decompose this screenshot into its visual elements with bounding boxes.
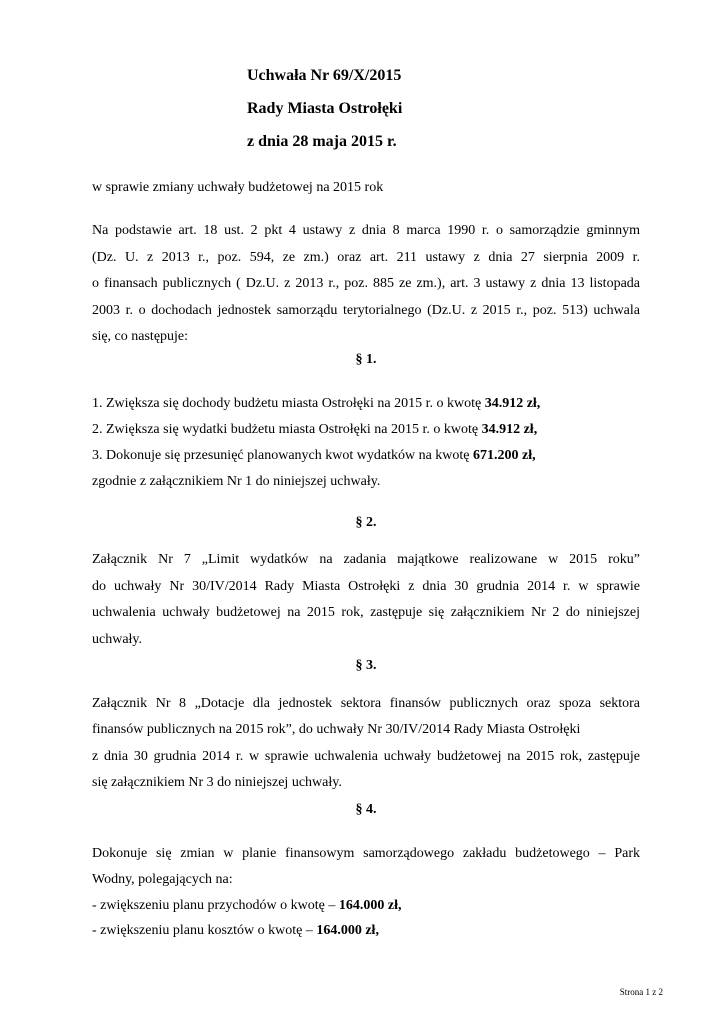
- section-1-item-1: [92, 395, 540, 413]
- section-2-heading: § 2.: [355, 515, 377, 530]
- bullet-text: - zwiększeniu planu przychodów o kwotę –: [92, 898, 339, 913]
- resolution-subject: w sprawie zmiany uchwały budżetowej na 2015 rok: [92, 180, 384, 195]
- section-1-heading: § 1.: [355, 352, 377, 367]
- bullet-text: - zwiększeniu planu kosztów o kwotę –: [92, 923, 317, 938]
- section-4-line: Wodny, polegających na:: [92, 872, 233, 887]
- council-name: Rady Miasta Ostrołęki: [247, 100, 403, 117]
- section-3-heading: § 3.: [355, 658, 377, 673]
- preamble-line: (Dz. U. z 2013 r., poz. 594, ze zm.) oraz art. 211 ustawy z dnia 27 sierpnia 2009 r.: [92, 250, 640, 265]
- item-text: 1. Zwiększa się dochody budżetu miasta Ostrołęki na 2015 r. o kwotę: [92, 396, 485, 411]
- section-3-line: Załącznik Nr 8 „Dotacje dla jednostek sektora finansów publicznych oraz spoza sektora: [92, 696, 640, 711]
- page-number: Strona 1 z 2: [619, 987, 663, 997]
- section-3-line: finansów publicznych na 2015 rok”, do uchwały Nr 30/IV/2014 Rady Miasta Ostrołęki: [92, 722, 581, 737]
- preamble-line: Na podstawie art. 18 ust. 2 pkt 4 ustawy z dnia 8 marca 1990 r. o samorządzie gminnym: [92, 223, 640, 238]
- section-4-bullet-2: [92, 922, 379, 940]
- preamble-line: o finansach publicznych ( Dz.U. z 2013 r., poz. 885 ze zm.), art. 3 ustawy z dnia 13 listopada: [92, 276, 640, 291]
- resolution-date: z dnia 28 maja 2015 r.: [247, 133, 397, 150]
- item-amount: 34.912 zł,: [484, 396, 541, 411]
- bullet-amount: 164.000 zł,: [338, 898, 402, 913]
- bullet-amount: 164.000 zł,: [316, 923, 379, 938]
- item-text: 3. Dokonuje się przesunięć planowanych kwot wydatków na kwotę: [92, 448, 474, 463]
- item-amount: 671.200 zł,: [473, 448, 536, 463]
- item-amount: 34.912 zł,: [481, 422, 538, 437]
- section-4-heading: § 4.: [355, 802, 377, 817]
- section-4-line: Dokonuje się zmian w planie finansowym samorządowego zakładu budżetowego – Park: [92, 846, 640, 861]
- section-3-line: się załącznikiem Nr 3 do niniejszej uchwały.: [92, 775, 342, 790]
- section-2-line: do uchwały Nr 30/IV/2014 Rady Miasta Ostrołęki z dnia 30 grudnia 2014 r. w sprawie: [92, 579, 640, 594]
- section-4-bullet-1: [92, 897, 401, 915]
- section-3-line: z dnia 30 grudnia 2014 r. w sprawie uchwalenia uchwały budżetowej na 2015 rok, zastępuje: [92, 749, 640, 764]
- section-2-line: uchwały.: [92, 632, 143, 647]
- preamble-line: się, co następuje:: [92, 329, 189, 344]
- section-1-item-2: [92, 421, 537, 439]
- section-2-line: Załącznik Nr 7 „Limit wydatków na zadania majątkowe realizowane w 2015 roku”: [92, 552, 640, 567]
- item-text: 2. Zwiększa się wydatki budżetu miasta Ostrołęki na 2015 r. o kwotę: [92, 422, 482, 437]
- section-1-note: zgodnie z załącznikiem Nr 1 do niniejszej uchwały.: [92, 474, 381, 489]
- section-1-item-3: [92, 447, 536, 465]
- resolution-number: Uchwała Nr 69/X/2015: [247, 67, 402, 84]
- section-2-line: uchwalenia uchwały budżetowej na 2015 rok, zastępuje się załącznikiem Nr 2 do niniejszej: [92, 605, 640, 620]
- preamble-line: 2003 r. o dochodach jednostek samorządu terytorialnego (Dz.U. z 2015 r., poz. 513) uchwala: [92, 303, 640, 318]
